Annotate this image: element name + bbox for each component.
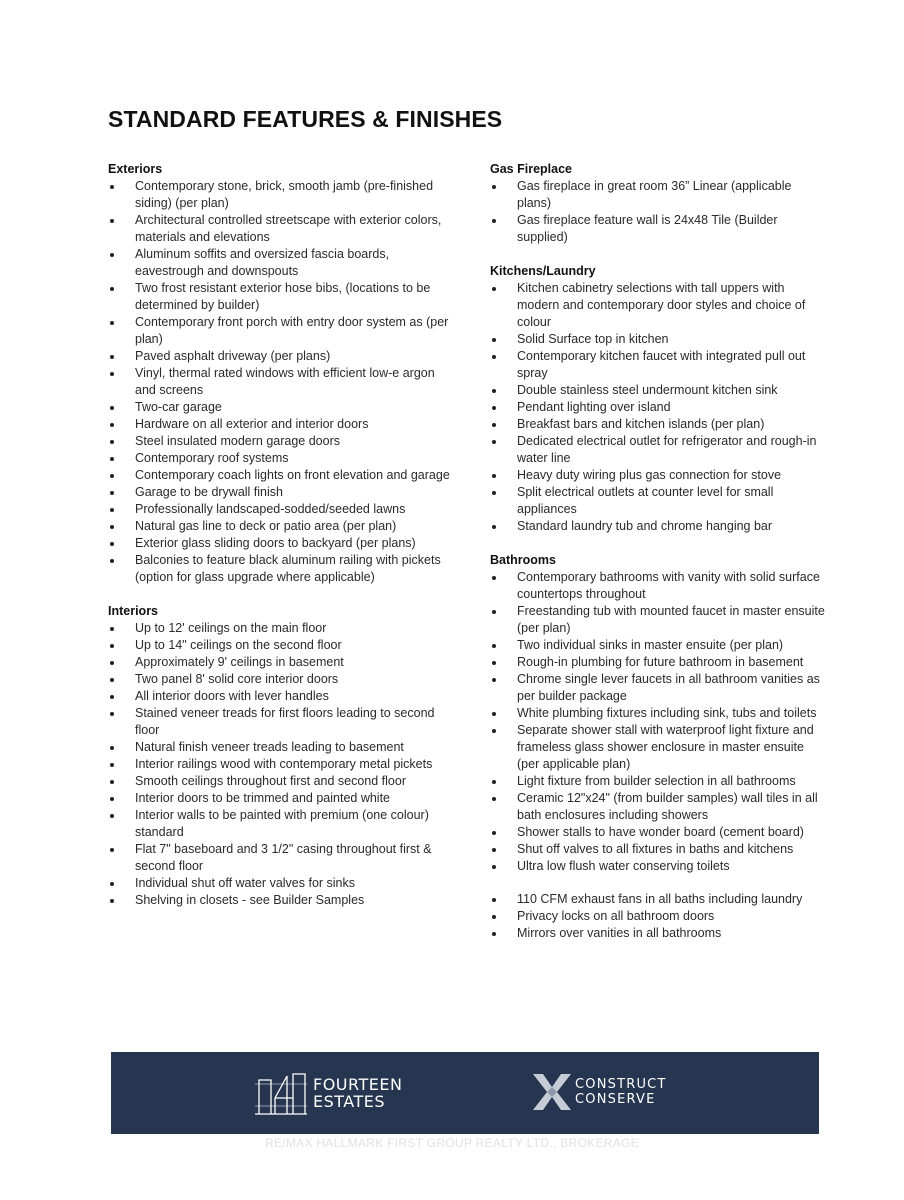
construct-logo-line1: CONSTRUCT (575, 1077, 667, 1092)
right-column (490, 161, 825, 959)
feature-item: Double stainless steel undermount kitchen sink (490, 382, 825, 399)
feature-item: Two-car garage (108, 399, 453, 416)
feature-item: Rough-in plumbing for future bathroom in basement (490, 654, 825, 671)
section-heading: Interiors (108, 604, 159, 618)
feature-item: Vinyl, thermal rated windows with efficient low-e argon and screens (108, 365, 453, 399)
page-title: STANDARD FEATURES & FINISHES (108, 106, 503, 132)
footer-logo-bar (111, 1052, 819, 1134)
feature-item: Two individual sinks in master ensuite (per plan) (490, 637, 825, 654)
feature-item: Up to 12' ceilings on the main floor (108, 620, 453, 637)
feature-list (108, 178, 453, 586)
feature-item: Natural finish veneer treads leading to basement (108, 739, 453, 756)
feature-item: Contemporary bathrooms with vanity with solid surface countertops throughout (490, 569, 825, 603)
section-heading: Bathrooms (490, 553, 556, 567)
feature-item: Two frost resistant exterior hose bibs, (locations to be determined by builder) (108, 280, 453, 314)
feature-item: Interior railings wood with contemporary metal pickets (108, 756, 453, 773)
feature-item: White plumbing fixtures including sink, tubs and toilets (490, 705, 825, 722)
feature-item: Contemporary stone, brick, smooth jamb (pre-finished siding) (per plan) (108, 178, 453, 212)
feature-item: Aluminum soffits and oversized fascia boards, eavestrough and downspouts (108, 246, 453, 280)
feature-item: Paved asphalt driveway (per plans) (108, 348, 453, 365)
feature-item: Split electrical outlets at counter level for small appliances (490, 484, 825, 518)
feature-item: Smooth ceilings throughout first and second floor (108, 773, 453, 790)
brokerage-watermark: RE/MAX HALLMARK FIRST GROUP REALTY LTD., BROKERAGE (265, 1136, 639, 1150)
feature-item: Separate shower stall with waterproof light fixture and frameless glass shower enclosure in master ensuite (per applicable plan) (490, 722, 825, 773)
feature-item: Shelving in closets - see Builder Samples (108, 892, 453, 909)
feature-item: Shower stalls to have wonder board (cement board) (490, 824, 825, 841)
feature-item: Kitchen cabinetry selections with tall uppers with modern and contemporary door styles and choice of colour (490, 280, 825, 331)
feature-item: Garage to be drywall finish (108, 484, 453, 501)
feature-item: Interior doors to be trimmed and painted white (108, 790, 453, 807)
feature-section (490, 552, 825, 942)
feature-item: Stained veneer treads for first floors leading to second floor (108, 705, 453, 739)
feature-item: Professionally landscaped-sodded/seeded lawns (108, 501, 453, 518)
feature-item: Contemporary roof systems (108, 450, 453, 467)
feature-item: Contemporary coach lights on front elevation and garage (108, 467, 453, 484)
feature-item: Natural gas line to deck or patio area (per plan) (108, 518, 453, 535)
feature-item: Chrome single lever faucets in all bathroom vanities as per builder package (490, 671, 825, 705)
feature-item: Contemporary kitchen faucet with integrated pull out spray (490, 348, 825, 382)
feature-item: Solid Surface top in kitchen (490, 331, 825, 348)
feature-item: Up to 14" ceilings on the second floor (108, 637, 453, 654)
feature-item: Light fixture from builder selection in all bathrooms (490, 773, 825, 790)
feature-item: Steel insulated modern garage doors (108, 433, 453, 450)
feature-section (490, 263, 825, 535)
feature-item: Ultra low flush water conserving toilets (490, 858, 825, 875)
feature-item: Approximately 9' ceilings in basement (108, 654, 453, 671)
feature-item: Architectural controlled streetscape with exterior colors, materials and elevations (108, 212, 453, 246)
construct-conserve-mark-icon (531, 1070, 573, 1114)
feature-list (490, 569, 825, 942)
feature-item: Contemporary front porch with entry door system as (per plan) (108, 314, 453, 348)
feature-item: Gas fireplace in great room 36” Linear (applicable plans) (490, 178, 825, 212)
feature-item: Balconies to feature black aluminum railing with pickets (option for glass upgrade where applicable) (108, 552, 453, 586)
left-column (108, 161, 453, 926)
fourteen-estates-logo (253, 1070, 402, 1116)
feature-item: Heavy duty wiring plus gas connection for stove (490, 467, 825, 484)
feature-item: Gas fireplace feature wall is 24x48 Tile (Builder supplied) (490, 212, 825, 246)
fourteen-logo-line1: FOURTEEN (313, 1075, 403, 1094)
feature-item: Shut off valves to all fixtures in baths and kitchens (490, 841, 825, 858)
feature-item: Freestanding tub with mounted faucet in master ensuite (per plan) (490, 603, 825, 637)
feature-item: Mirrors over vanities in all bathrooms (490, 925, 825, 942)
section-heading: Kitchens/Laundry (490, 264, 596, 278)
feature-item: Dedicated electrical outlet for refrigerator and rough-in water line (490, 433, 825, 467)
feature-section (490, 161, 825, 246)
feature-item: Privacy locks on all bathroom doors (490, 908, 825, 925)
fourteen-logo-line2: ESTATES (313, 1092, 386, 1111)
feature-list (108, 620, 453, 909)
feature-item: Flat 7" baseboard and 3 1/2" casing throughout first & second floor (108, 841, 453, 875)
feature-item: Exterior glass sliding doors to backyard (per plans) (108, 535, 453, 552)
construct-conserve-logo (531, 1070, 667, 1114)
construct-logo-line2: CONSERVE (575, 1092, 656, 1107)
feature-item: Standard laundry tub and chrome hanging bar (490, 518, 825, 535)
feature-item: Breakfast bars and kitchen islands (per plan) (490, 416, 825, 433)
fourteen-estates-monogram-icon (253, 1070, 309, 1116)
feature-item: 110 CFM exhaust fans in all baths including laundry (490, 891, 825, 908)
feature-section (108, 161, 453, 586)
feature-item: Ceramic 12"x24" (from builder samples) wall tiles in all bath enclosures including showers (490, 790, 825, 824)
feature-item: Pendant lighting over island (490, 399, 825, 416)
feature-list (490, 280, 825, 535)
feature-item: All interior doors with lever handles (108, 688, 453, 705)
section-heading: Exteriors (108, 162, 163, 176)
feature-section (108, 603, 453, 909)
feature-item: Interior walls to be painted with premium (one colour) standard (108, 807, 453, 841)
feature-item: Individual shut off water valves for sinks (108, 875, 453, 892)
feature-item: Two panel 8' solid core interior doors (108, 671, 453, 688)
section-heading: Gas Fireplace (490, 162, 572, 176)
feature-item: Hardware on all exterior and interior doors (108, 416, 453, 433)
feature-list (490, 178, 825, 246)
